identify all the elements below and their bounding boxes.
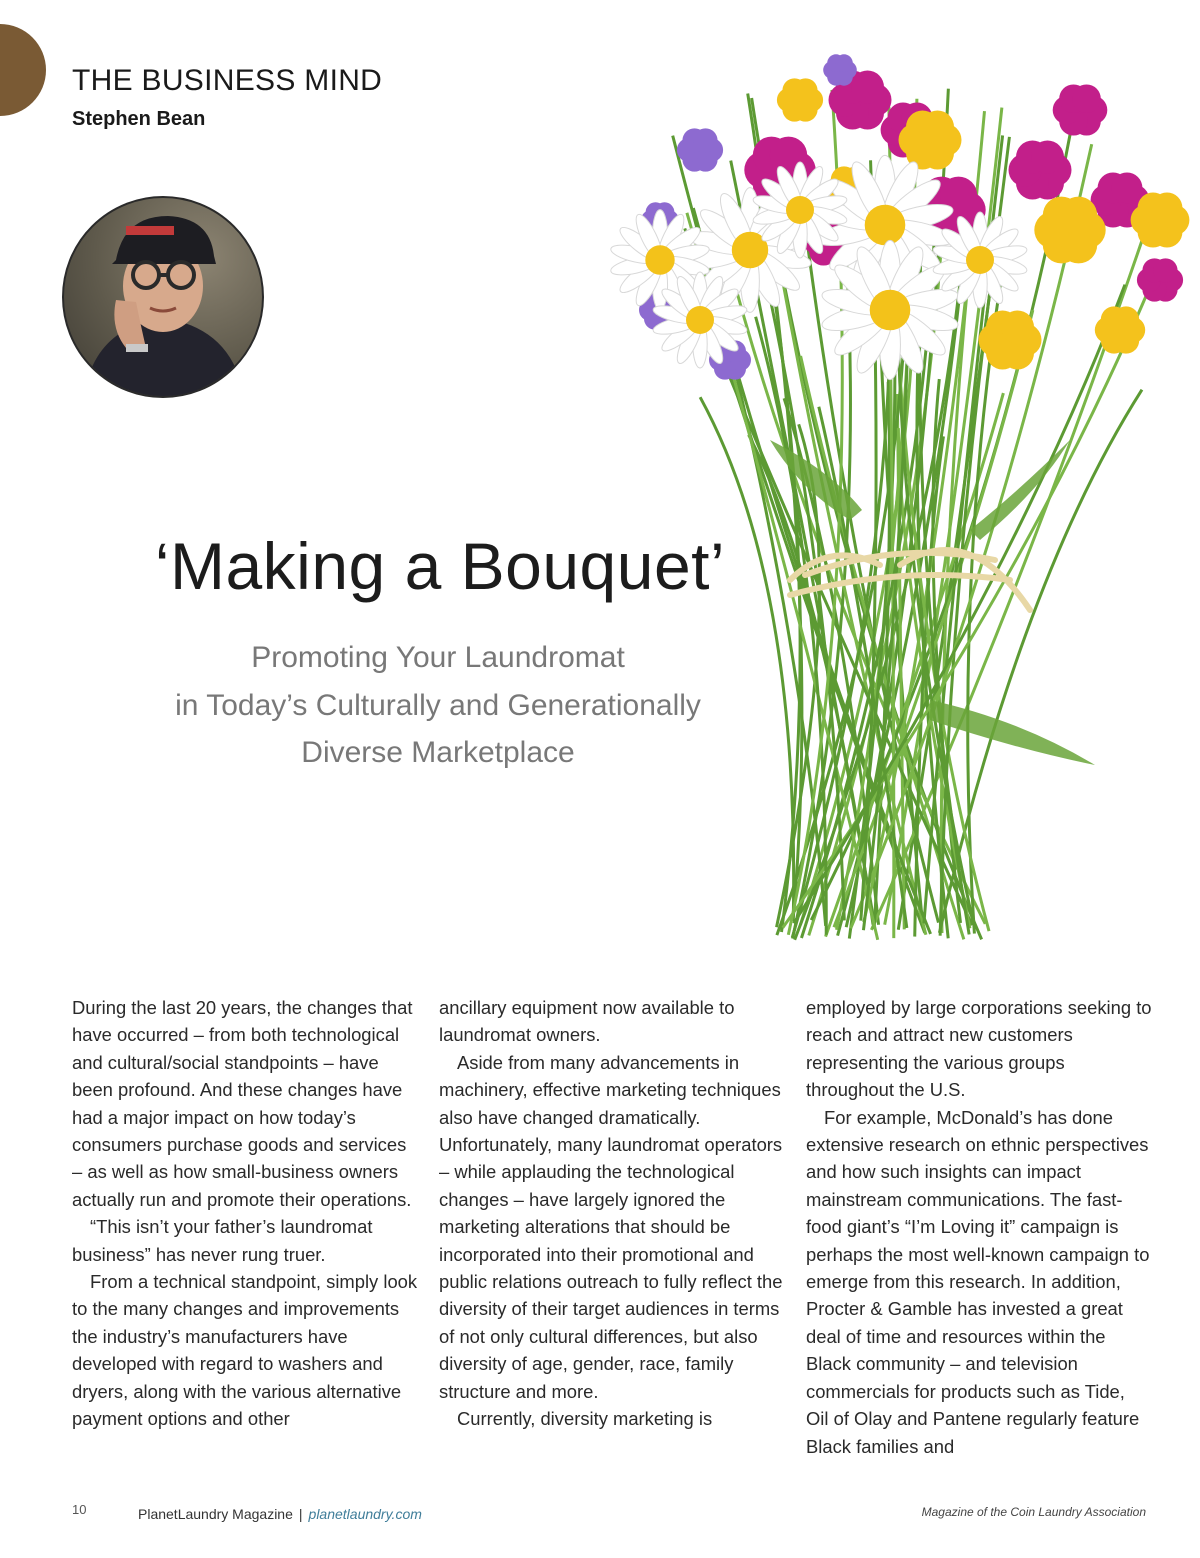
bouquet-illustration bbox=[600, 20, 1200, 970]
article-subtitle bbox=[100, 634, 776, 777]
footer-tagline: Magazine of the Coin Laundry Association bbox=[921, 1505, 1146, 1519]
author-byline: Stephen Bean bbox=[72, 108, 206, 130]
bouquet-image bbox=[600, 20, 1200, 970]
magazine-url-link[interactable]: planetlaundry.com bbox=[308, 1506, 422, 1522]
subtitle-line-3: Diverse Marketplace bbox=[301, 736, 575, 769]
paragraph: From a technical standpoint, simply look to the many changes and improvements the industry’s manufacturers have developed with regard to washers and dryers, along with the various alternative payment options and other bbox=[72, 1271, 418, 1430]
paragraph: Currently, diversity marketing is bbox=[457, 1408, 713, 1430]
footer-separator: | bbox=[298, 1506, 303, 1522]
magazine-name: PlanetLaundry Magazine bbox=[138, 1506, 293, 1522]
article-column-3 bbox=[806, 994, 1152, 1460]
page-number: 10 bbox=[72, 1502, 87, 1517]
section-color-tab bbox=[0, 24, 46, 116]
section-heading: THE BUSINESS MIND bbox=[72, 64, 383, 97]
subtitle-line-1: Promoting Your Laundromat bbox=[251, 641, 625, 674]
paragraph: “This isn’t your father’s laundromat business” has never rung truer. bbox=[72, 1216, 373, 1265]
subtitle-line-2: in Today’s Culturally and Generationally bbox=[175, 688, 701, 722]
paragraph: Aside from many advancements in machinery, effective marketing techniques also have changed dramatically. Unfortunately, many laundromat operators – while applauding the technological changes – have largely ignored the marketing alterations that should be incorporated into their promotional and public relations outreach to fully reflect the diversity of their target audiences in terms of not only cultural differences, but also diversity of age, gender, race, family structure and more. bbox=[439, 1051, 783, 1402]
paragraph: During the last 20 years, the changes that have occurred – from both technological and cultural/social standpoints – have been profound. And these changes have had a major impact on how today’s consumers purchase goods and services – as well as how small-business owners actually run and promote their operations. bbox=[72, 997, 413, 1210]
paragraph: ancillary equipment now available to laundromat owners. bbox=[439, 997, 735, 1046]
article-title: ‘Making a Bouquet’ bbox=[154, 529, 726, 603]
paragraph: employed by large corporations seeking to reach and attract new customers representing the various groups throughout the U.S. bbox=[806, 997, 1152, 1101]
author-portrait bbox=[62, 196, 264, 398]
article-column-1 bbox=[72, 994, 418, 1433]
portrait-illustration bbox=[64, 198, 262, 396]
article-column-2 bbox=[439, 994, 785, 1433]
paragraph: For example, McDonald’s has done extensive research on ethnic perspectives and how such insights can impact mainstream communications. The fast-food giant’s “I’m Loving it” campaign is perhaps the most well-known campaign to emerge from this research. In addition, Procter & Gamble has invested a great deal of time and resources within the Black community – and television commercials for products such as Tide, Oil of Olay and Pantene regularly feature Black families and bbox=[806, 1106, 1150, 1457]
footer-magazine bbox=[138, 1506, 422, 1522]
